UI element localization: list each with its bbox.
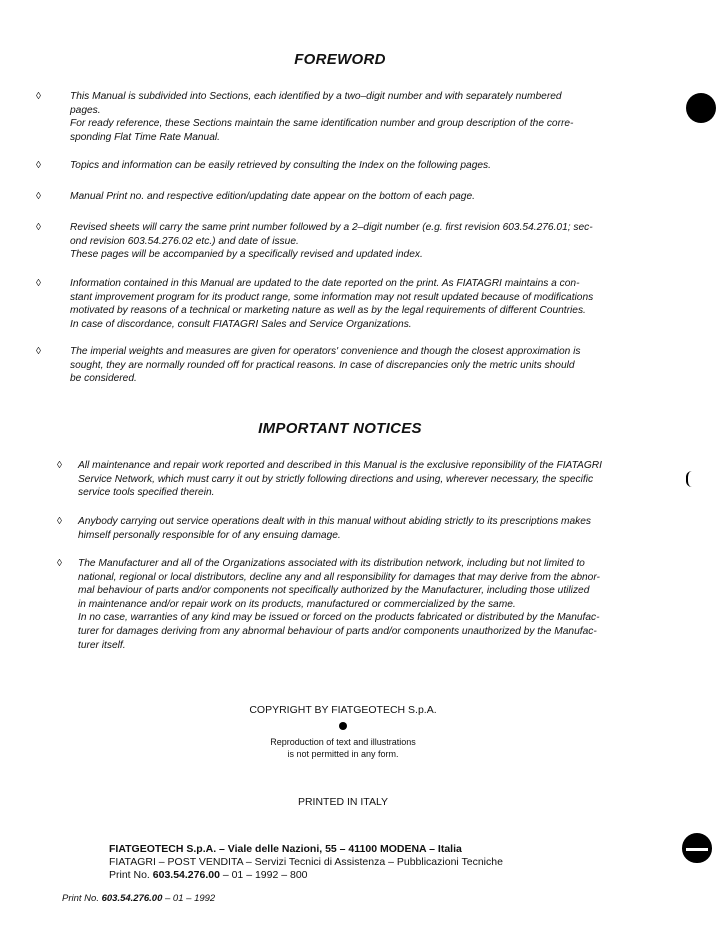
notice-line: turer for damages deriving from any abnormal behaviour of parts and/or components unauthorized by the Manufac- <box>78 626 597 637</box>
print-number <box>62 893 215 904</box>
punch-hole-bottom-inner <box>686 848 708 851</box>
foreword-line: pages. <box>70 104 101 116</box>
print-number-value: 603.54.276.00 <box>101 893 163 904</box>
footer-print-prefix: Print No. <box>109 869 153 881</box>
foreword-line: In case of discordance, consult FIATAGRI Sales and Service Organizations. <box>70 318 412 330</box>
footer-company-line: FIATGEOTECH S.p.A. – Viale delle Nazioni, 55 – 41100 MODENA – Italia <box>109 843 462 855</box>
foreword-line: Topics and information can be easily retrieved by consulting the Index on the following pages. <box>70 160 491 171</box>
punch-hole-mid-icon <box>686 471 692 487</box>
notice-line: in maintenance and/or repair work on its products, manufactured or commercialized by the same. <box>78 598 516 610</box>
foreword-line: ond revision 603.54.276.02 etc.) and date of issue. <box>70 235 299 247</box>
notice-line: Anybody carrying out service operations dealt with in this manual without abiding strictly to its prescriptions makes <box>78 516 592 527</box>
notice-line: The Manufacturer and all of the Organizations associated with its distribution network, including but not limited to <box>78 558 585 569</box>
bullet-diamond-icon: ◊ <box>36 346 41 357</box>
notice-line: service tools specified therein. <box>78 487 215 499</box>
bullet-diamond-icon: ◊ <box>36 191 41 202</box>
bullet-diamond-icon: ◊ <box>36 278 41 289</box>
foreword-line: Revised sheets will carry the same print number followed by a 2–digit number (e.g. first revision 603.54.276.01; sec- <box>70 222 593 233</box>
notice-line: national, regional or local distributors, decline any and all responsibility for damages that may derive from the abnor- <box>78 571 600 583</box>
foreword-line: Manual Print no. and respective edition/updating date appear on the bottom of each page. <box>70 191 475 202</box>
foreword-line: This Manual is subdivided into Sections, each identified by a two–digit number and with separately numbered <box>70 91 562 102</box>
bullet-diamond-icon: ◊ <box>36 222 41 233</box>
notice-line: Service Network, which must carry it out by strictly following directions and using, wherever necessary, the specific <box>78 473 594 485</box>
notice-line: All maintenance and repair work reported and described in this Manual is the exclusive reponsibility of the FIATAGRI <box>78 460 602 471</box>
foreword-title: FOREWORD <box>294 51 386 68</box>
footer-print-number: 603.54.276.00 <box>152 869 220 881</box>
foreword-line: stant improvement program for its product range, some information may not result updated because of modifications <box>70 291 594 303</box>
foreword-line: be considered. <box>70 373 137 385</box>
foreword-line: The imperial weights and measures are given for operators' convenience and though the closest approximation is <box>70 346 581 357</box>
foreword-line: motivated by reasons of a technical or marketing nature as well as by the legal requirements of different Countries. <box>70 305 586 317</box>
print-number-suffix: – 01 – 1992 <box>162 893 216 904</box>
foreword-line: sought, they are normally rounded off for practical reasons. In case of discrepancies only the metric units should <box>70 359 575 371</box>
notice-line: mal behaviour of parts and/or components not specifically authorized by the Manufacturer, including those utilized <box>78 585 590 597</box>
bullet-diamond-icon: ◊ <box>57 516 62 527</box>
reproduction-notice-2: is not permitted in any form. <box>287 749 399 759</box>
footer-print-suffix: – 01 – 1992 – 800 <box>219 869 308 881</box>
reproduction-notice-1: Reproduction of text and illustrations <box>270 737 416 747</box>
notice-line: turer itself. <box>78 639 126 651</box>
footer-print-line <box>109 869 308 883</box>
punch-hole-top-icon <box>686 93 716 123</box>
copyright-line: COPYRIGHT BY FIATGEOTECH S.p.A. <box>249 704 437 716</box>
bullet-diamond-icon: ◊ <box>57 558 62 569</box>
bullet-diamond-icon: ◊ <box>36 91 41 102</box>
bullet-dot-icon <box>339 722 347 730</box>
bullet-diamond-icon: ◊ <box>57 460 62 471</box>
foreword-line: Information contained in this Manual are updated to the date reported on the print. As FIATAGRI maintains a con- <box>70 278 580 289</box>
notices-title: IMPORTANT NOTICES <box>258 420 422 437</box>
footer-department-line: FIATAGRI – POST VENDITA – Servizi Tecnici di Assistenza – Pubblicazioni Tecniche <box>109 856 503 868</box>
notice-line: himself personally responsible for of any ensuing damage. <box>78 529 341 541</box>
notice-line: In no case, warranties of any kind may be issued or forced on the products fabricated or distributed by the Manufac- <box>78 612 600 624</box>
foreword-line: For ready reference, these Sections maintain the same identification number and group description of the corre- <box>70 118 574 130</box>
foreword-line: These pages will be accompanied by a specifically revised and updated index. <box>70 249 423 261</box>
foreword-line: sponding Flat Time Rate Manual. <box>70 131 220 143</box>
printed-in-italy: PRINTED IN ITALY <box>297 796 389 808</box>
bullet-diamond-icon: ◊ <box>36 160 41 171</box>
print-number-prefix: Print No. <box>62 893 102 904</box>
